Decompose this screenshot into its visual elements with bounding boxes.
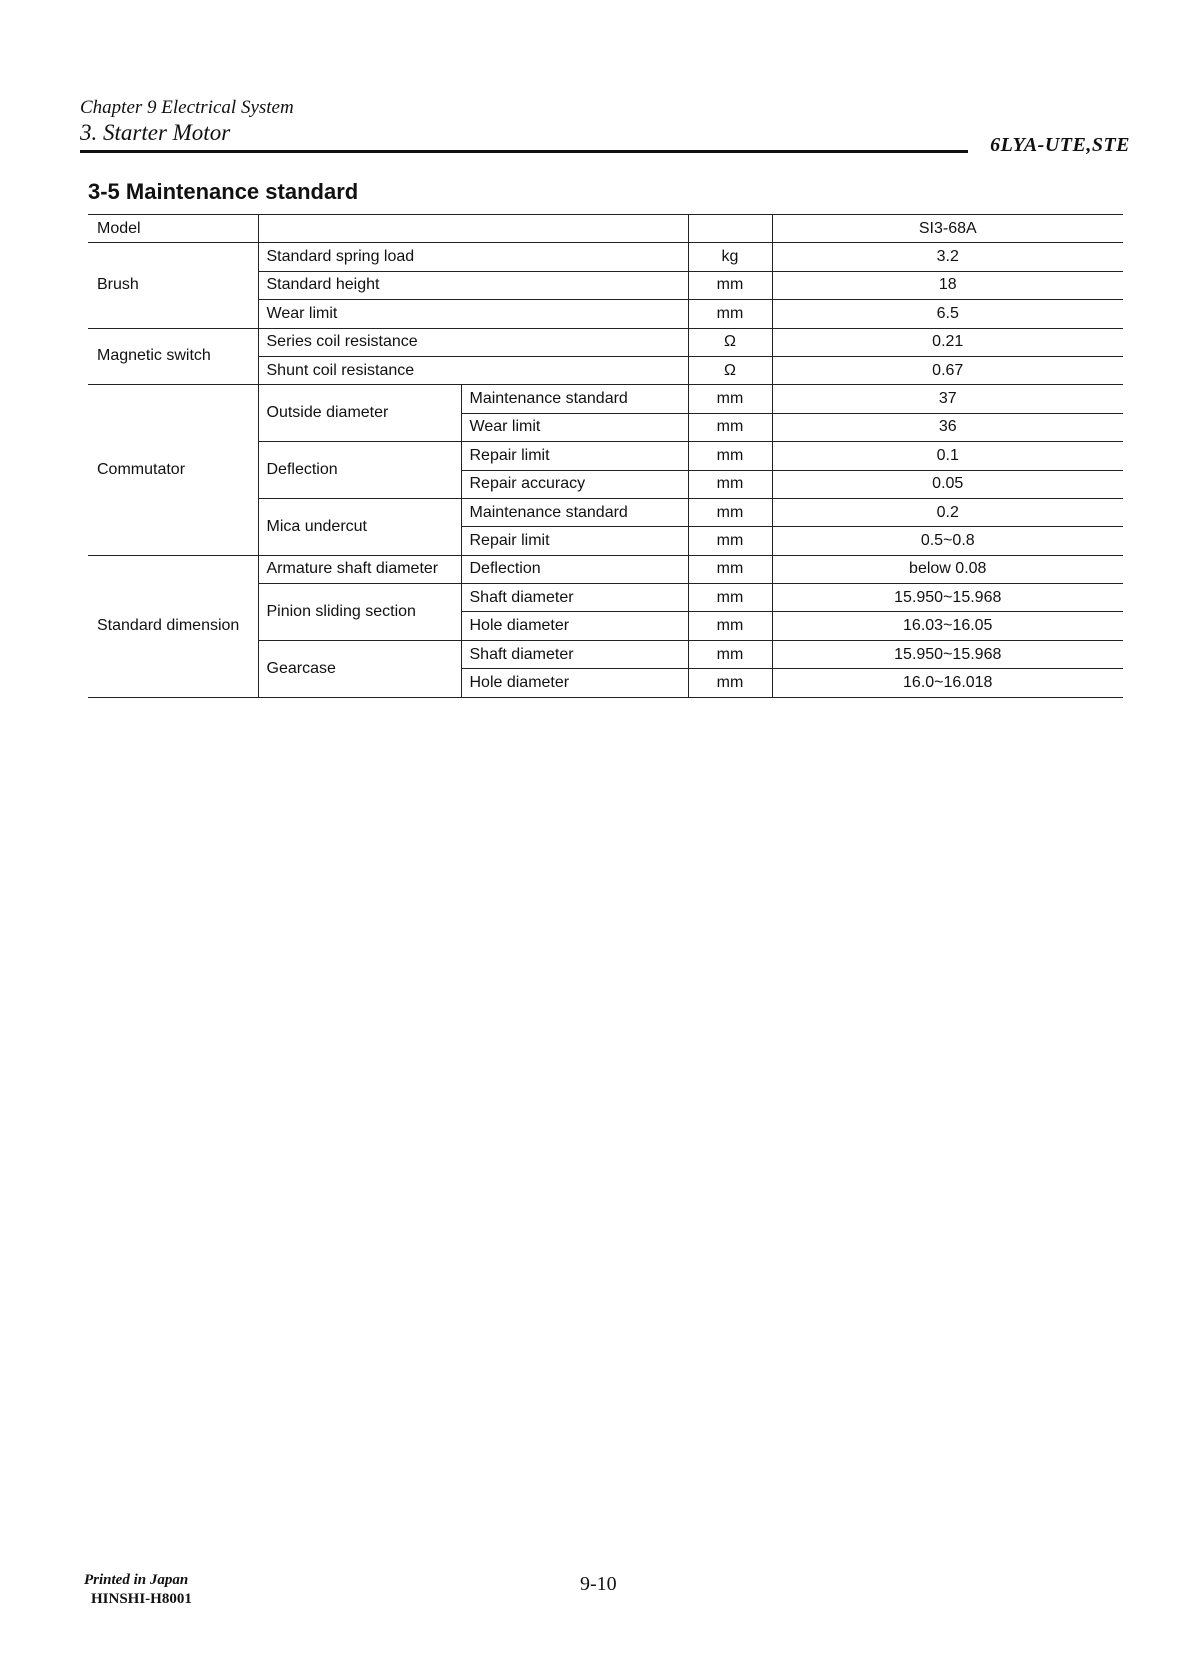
unit-cell: mm	[688, 385, 772, 413]
group-cell: Brush	[88, 243, 258, 328]
unit-cell: mm	[688, 640, 772, 668]
unit-cell: mm	[688, 669, 772, 697]
unit-cell: kg	[688, 243, 772, 271]
item-cell: Wear limit	[461, 413, 688, 441]
unit-cell: mm	[688, 555, 772, 583]
value-cell: 0.2	[772, 498, 1123, 526]
value-cell: 15.950~15.968	[772, 584, 1123, 612]
page-number: 9-10	[580, 1573, 617, 1595]
item-cell: Deflection	[461, 555, 688, 583]
model-value-cell: SI3-68A	[772, 215, 1123, 243]
value-cell: 0.05	[772, 470, 1123, 498]
unit-cell: mm	[688, 612, 772, 640]
table-row	[88, 555, 1123, 583]
maintenance-standard-table	[88, 214, 1123, 698]
value-cell: 37	[772, 385, 1123, 413]
value-cell: 0.21	[772, 328, 1123, 356]
subgroup-cell: Deflection	[258, 442, 461, 499]
item-cell: Standard height	[258, 271, 688, 299]
value-cell: 18	[772, 271, 1123, 299]
group-cell: Commutator	[88, 385, 258, 555]
table-row	[88, 328, 1123, 356]
page-title: 3-5 Maintenance standard	[88, 179, 359, 204]
unit-cell: mm	[688, 300, 772, 328]
value-cell: 15.950~15.968	[772, 640, 1123, 668]
value-cell: 0.67	[772, 356, 1123, 384]
unit-cell: mm	[688, 584, 772, 612]
engine-model-label: 6LYA-UTE,STE	[990, 134, 1130, 156]
model-label-cell: Model	[88, 215, 258, 243]
item-cell: Repair accuracy	[461, 470, 688, 498]
section-heading: 3. Starter Motor	[80, 120, 231, 145]
value-cell: 16.0~16.018	[772, 669, 1123, 697]
subgroup-cell: Outside diameter	[258, 385, 461, 442]
unit-cell: mm	[688, 442, 772, 470]
group-cell: Magnetic switch	[88, 328, 258, 385]
value-cell: 6.5	[772, 300, 1123, 328]
subgroup-cell: Armature shaft diameter	[258, 555, 461, 583]
item-cell: Shunt coil resistance	[258, 356, 688, 384]
item-cell: Wear limit	[258, 300, 688, 328]
item-cell: Shaft diameter	[461, 640, 688, 668]
subgroup-cell: Pinion sliding section	[258, 584, 461, 641]
item-cell: Repair limit	[461, 527, 688, 555]
subgroup-cell: Mica undercut	[258, 498, 461, 555]
item-cell: Repair limit	[461, 442, 688, 470]
header-rule	[80, 150, 968, 153]
empty-cell	[688, 215, 772, 243]
item-cell: Shaft diameter	[461, 584, 688, 612]
table-row	[88, 215, 1123, 243]
item-cell: Series coil resistance	[258, 328, 688, 356]
document-code: HINSHI-H8001	[91, 1591, 192, 1607]
unit-cell: mm	[688, 498, 772, 526]
item-cell: Hole diameter	[461, 669, 688, 697]
table-row	[88, 243, 1123, 271]
empty-cell	[258, 215, 688, 243]
subgroup-cell: Gearcase	[258, 640, 461, 697]
group-cell: Standard dimension	[88, 555, 258, 697]
value-cell: 0.1	[772, 442, 1123, 470]
unit-cell: mm	[688, 470, 772, 498]
table-row	[88, 385, 1123, 413]
unit-cell: Ω	[688, 328, 772, 356]
printed-in-label: Printed in Japan	[84, 1572, 189, 1588]
unit-cell: mm	[688, 527, 772, 555]
unit-cell: mm	[688, 413, 772, 441]
value-cell: below 0.08	[772, 555, 1123, 583]
item-cell: Maintenance standard	[461, 498, 688, 526]
value-cell: 0.5~0.8	[772, 527, 1123, 555]
unit-cell: Ω	[688, 356, 772, 384]
unit-cell: mm	[688, 271, 772, 299]
value-cell: 36	[772, 413, 1123, 441]
value-cell: 3.2	[772, 243, 1123, 271]
item-cell: Hole diameter	[461, 612, 688, 640]
item-cell: Standard spring load	[258, 243, 688, 271]
chapter-heading: Chapter 9 Electrical System	[80, 97, 294, 118]
item-cell: Maintenance standard	[461, 385, 688, 413]
value-cell: 16.03~16.05	[772, 612, 1123, 640]
